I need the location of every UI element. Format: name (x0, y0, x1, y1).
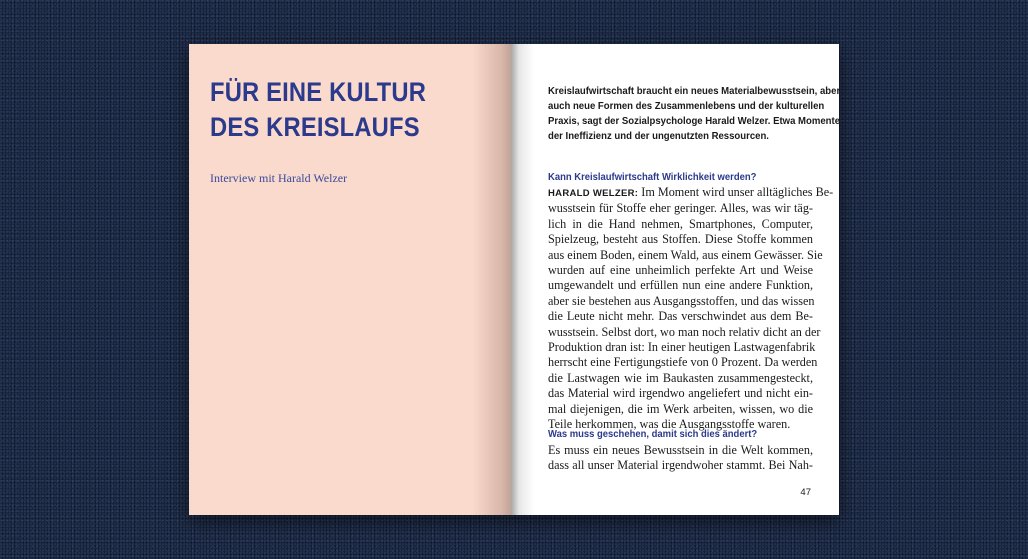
answer-line: herrscht eine Fertigungstiefe von 0 Prozent. Da werden (548, 355, 818, 370)
answer-line: dass all unser Material irgendwoher stammt. Bei Nah- (548, 458, 813, 473)
answer-line (548, 185, 834, 201)
page-number: 47 (800, 487, 811, 498)
answer-line: umgewandelt und erfüllen nun eine andere Funktion, (548, 278, 813, 293)
answer-first-line-text: Im Moment wird unser alltägliches Be- (641, 185, 834, 199)
lead-line: Praxis, sagt der Sozialpsychologe Harald Welzer. Etwa Momente (548, 116, 841, 127)
answer-line: das Material wird irgendwo angeliefert und nicht ein- (548, 386, 813, 401)
lead-line: Kreislaufwirtschaft braucht ein neues Materialbewusstsein, aber (548, 86, 841, 97)
chapter-title (210, 75, 426, 145)
answer-2-paragraph (548, 443, 813, 474)
answer-line: lich in die Hand nehmen, Smartphones, Computer, (548, 216, 813, 231)
answer-line: wusstsein für Stoffe eher geringer. Alles, was wir täg- (548, 201, 813, 216)
answer-line: aus einem Boden, einem Wald, aus einem Gewässer. Sie (548, 247, 823, 262)
speaker-label: HARALD WELZER: (548, 188, 639, 199)
chapter-title-line: DES KREISLAUFS (210, 112, 420, 142)
answer-line: Produktion dran ist: In einer heutigen Lastwagenfabrik (548, 340, 816, 355)
answer-line: Es muss ein neues Bewusstsein in die Welt kommen, (548, 443, 813, 457)
chapter-title-line: FÜR EINE KULTUR (210, 77, 427, 107)
answer-line: wusstsein. Selbst dort, wo man noch relativ dicht an der (548, 324, 821, 339)
answer-line: mal diejenigen, die im Werk arbeiten, wissen, wo die (548, 401, 813, 416)
left-page (189, 44, 511, 515)
answer-line: die Lastwagen wie im Baukasten zusammengesteckt, (548, 370, 813, 385)
answer-line: die Leute nicht mehr. Das verschwindet aus dem Be- (548, 309, 813, 324)
answer-line: aber sie bestehen aus Ausgangsstoffen, und das wissen (548, 293, 815, 308)
answer-line: Teile herkommen, was die Ausgangsstoffe waren. (548, 417, 791, 432)
lead-line: auch neue Formen des Zusammenlebens und der kulturellen (548, 101, 825, 112)
answer-line: Spielzeug, besteht aus Stoffen. Diese Stoffe kommen (548, 232, 813, 247)
right-page (511, 44, 839, 515)
lead-paragraph (548, 84, 841, 144)
chapter-subtitle: Interview mit Harald Welzer (210, 171, 348, 185)
interview-question-2: Was muss geschehen, damit sich dies ändert? (548, 428, 758, 440)
open-book (189, 44, 839, 515)
interview-question-1: Kann Kreislaufwirtschaft Wirklichkeit werden? (548, 171, 757, 183)
lead-line: der Ineffizienz und der ungenutzten Ressourcen. (548, 131, 769, 142)
answer-line: wurden auf eine unheimlich perfekte Art und Weise (548, 263, 813, 278)
answer-1-paragraph (548, 185, 834, 433)
